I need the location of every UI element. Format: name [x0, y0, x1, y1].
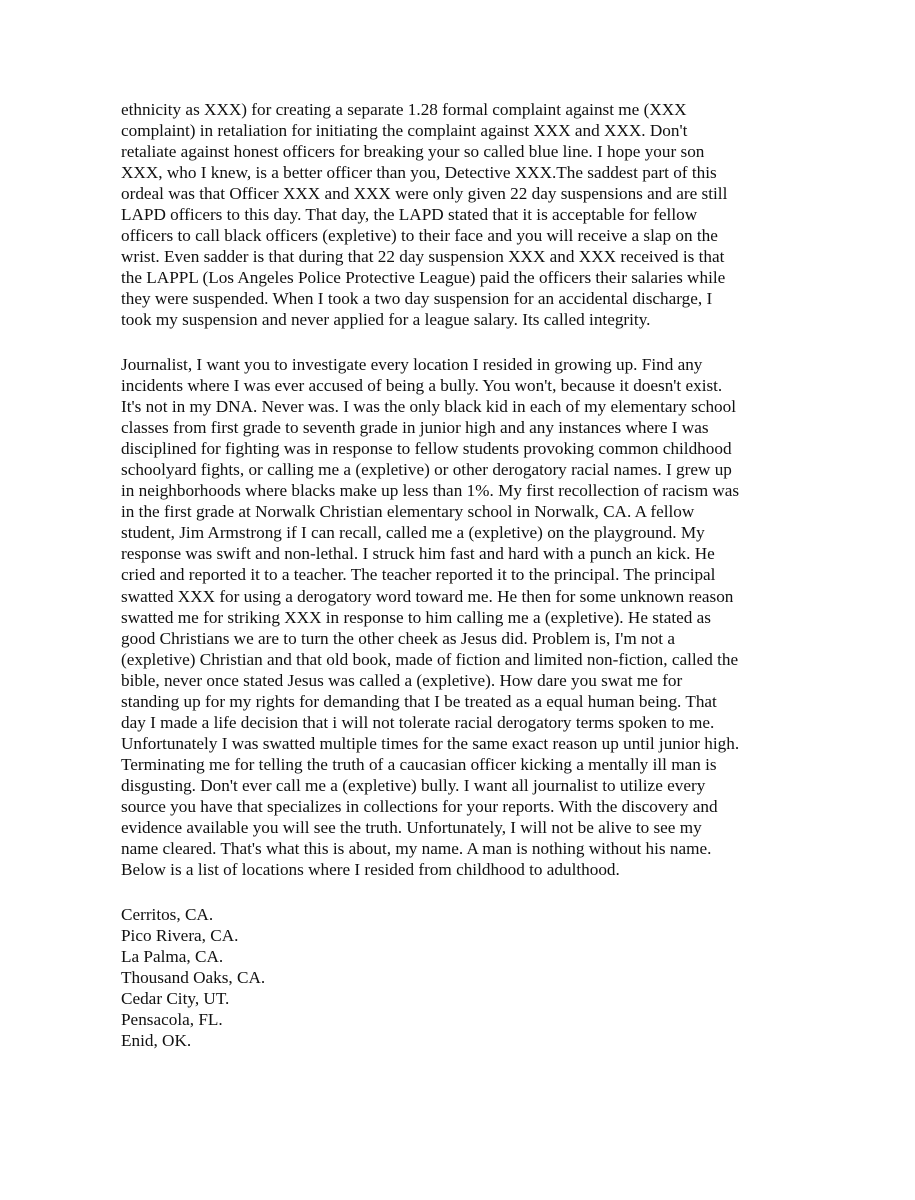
text-line: in the first grade at Norwalk Christian elementary school in Norwalk, CA. A fellow [121, 502, 695, 522]
text-line: Unfortunately I was swatted multiple times for the same exact reason up until junior high. [121, 733, 740, 753]
text-line: retaliate against honest officers for breaking your so called blue line. I hope your son [121, 142, 705, 162]
location-item: Cerritos, CA. [121, 905, 214, 924]
location-item: Pico Rivera, CA. [121, 926, 239, 946]
text-line: in neighborhoods where blacks make up less than 1%. My first recollection of racism was [121, 481, 740, 501]
text-line: Terminating me for telling the truth of a caucasian officer kicking a mentally ill man is [121, 754, 717, 774]
text-line: ordeal was that Officer XXX and XXX were only given 22 day suspensions and are still [121, 184, 728, 204]
text-line: they were suspended. When I took a two day suspension for an accidental discharge, I [121, 289, 713, 309]
text-line: source you have that specializes in collections for your reports. With the discovery and [121, 796, 718, 816]
text-line: good Christians we are to turn the other cheek as Jesus did. Problem is, I'm not a [121, 628, 675, 648]
paragraph-complaint-retaliation [121, 99, 793, 331]
text-line: wrist. Even sadder is that during that 22 day suspension XXX and XXX received is that [121, 247, 725, 267]
locations-list [121, 904, 793, 1051]
location-item: La Palma, CA. [121, 947, 224, 967]
text-line: officers to call black officers (expletive) to their face and you will receive a slap on the [121, 226, 718, 246]
text-line: schoolyard fights, or calling me a (expletive) or other derogatory racial names. I grew up [121, 460, 732, 480]
location-item: Enid, OK. [121, 1031, 192, 1051]
text-line: student, Jim Armstrong if I can recall, called me a (expletive) on the playground. My [121, 523, 705, 543]
location-item: Thousand Oaks, CA. [121, 968, 266, 988]
text-line: LAPD officers to this day. That day, the LAPD stated that it is acceptable for fellow [121, 205, 698, 225]
text-line: swatted me for striking XXX in response to him calling me a (expletive). He stated as [121, 607, 711, 627]
text-line: disciplined for fighting was in response to fellow students provoking common childhood [121, 439, 732, 459]
text-line: day I made a life decision that i will not tolerate racial derogatory terms spoken to me. [121, 712, 715, 732]
text-line: complaint) in retaliation for initiating the complaint against XXX and XXX. Don't [121, 121, 688, 141]
text-line: ethnicity as XXX) for creating a separate 1.28 formal complaint against me (XXX [121, 100, 687, 119]
text-line: standing up for my rights for demanding that I be treated as a equal human being. That [121, 691, 717, 711]
location-item: Pensacola, FL. [121, 1010, 223, 1030]
text-line: classes from first grade to seventh grade in junior high and any instances where I was [121, 418, 709, 438]
text-line: disgusting. Don't ever call me a (expletive) bully. I want all journalist to utilize every [121, 775, 706, 795]
text-line: (expletive) Christian and that old book, made of fiction and limited non-fiction, called the [121, 649, 739, 669]
text-line: response was swift and non-lethal. I struck him fast and hard with a punch an kick. He [121, 544, 715, 564]
text-line: It's not in my DNA. Never was. I was the only black kid in each of my elementary school [121, 397, 737, 417]
text-line: XXX, who I knew, is a better officer than you, Detective XXX.The saddest part of this [121, 163, 717, 183]
text-line: cried and reported it to a teacher. The teacher reported it to the principal. The principal [121, 565, 716, 585]
text-line: took my suspension and never applied for a league salary. Its called integrity. [121, 310, 651, 330]
text-line: bible, never once stated Jesus was called a (expletive). How dare you swat me for [121, 670, 683, 690]
text-line: the LAPPL (Los Angeles Police Protective League) paid the officers their salaries while [121, 268, 726, 288]
text-line: name cleared. That's what this is about, my name. A man is nothing without his name. [121, 839, 712, 859]
location-item: Cedar City, UT. [121, 989, 230, 1009]
text-line: swatted XXX for using a derogatory word toward me. He then for some unknown reason [121, 586, 734, 606]
paragraph-journalist-request [121, 354, 793, 880]
text-line: Journalist, I want you to investigate every location I resided in growing up. Find any [121, 355, 703, 374]
text-line: incidents where I was ever accused of being a bully. You won't, because it doesn't exist. [121, 376, 723, 396]
text-line: Below is a list of locations where I resided from childhood to adulthood. [121, 860, 620, 880]
text-line: evidence available you will see the truth. Unfortunately, I will not be alive to see my [121, 818, 702, 838]
